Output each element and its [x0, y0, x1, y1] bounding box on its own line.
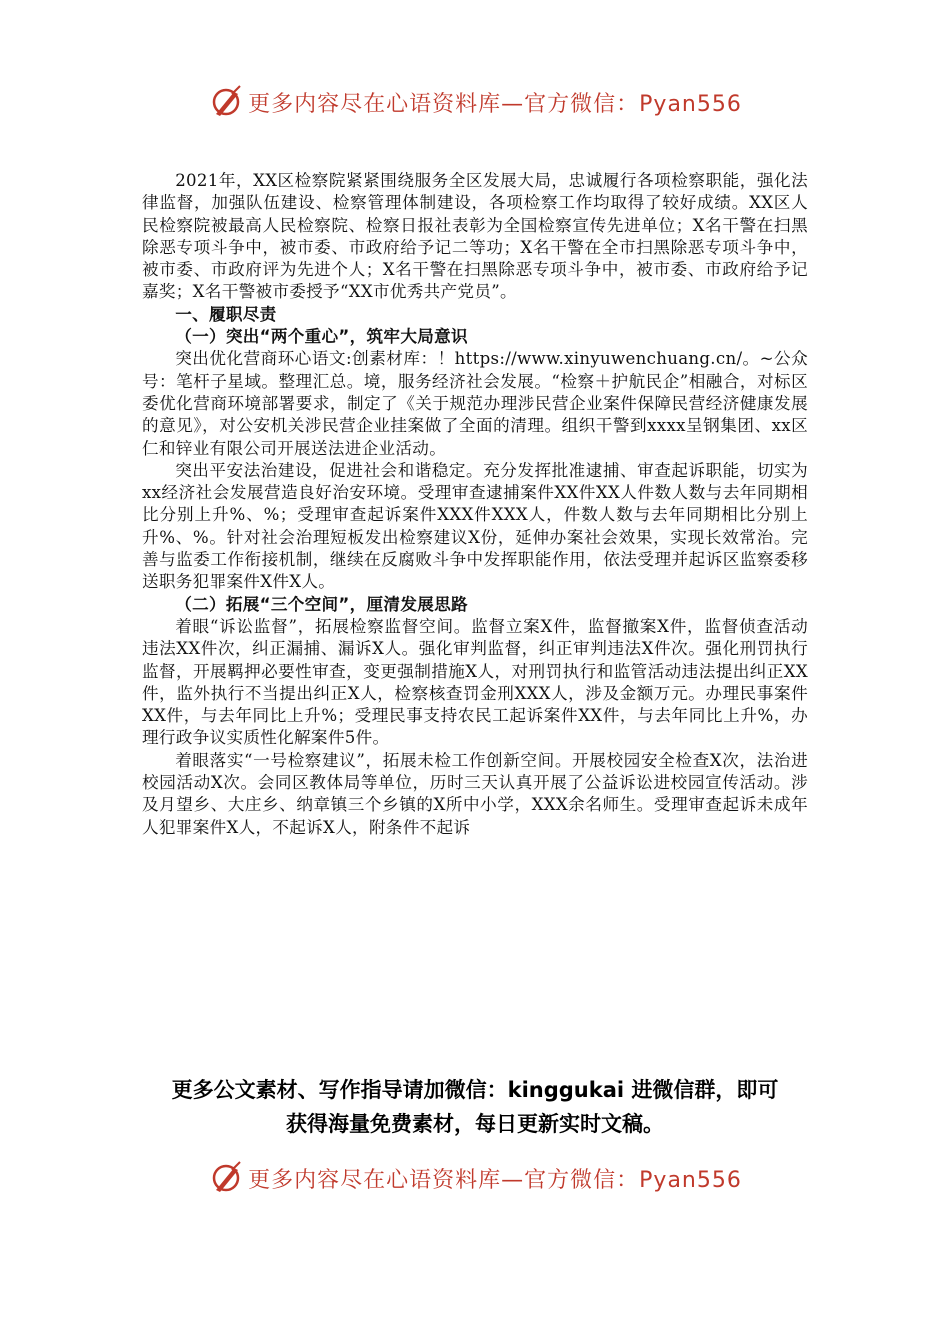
subsection-heading-2: （二）拓展“三个空间”，厘清发展思路	[175, 594, 468, 614]
footer-banner	[0, 1158, 950, 1198]
footer-banner-text: 更多内容尽在心语资料库—官方微信：Pyan556	[248, 1167, 742, 1193]
subsection-heading-1: （一）突出“两个重心”，筑牢大局意识	[175, 327, 468, 347]
paragraph: 突出平安法治建设，促进社会和谐稳定。充分发挥批准逮捕、审查起诉职能，切实为xx经济社会发展营造良好治安环境。受理审查逮捕案件XX件XX人件数人数与去年同期相比分别上升%、%；受理审查起诉案件XXX件XXX人，件数人数与去年同期相比分别上升%、%。针对社会治理短板发出检察建议X份，延伸办案社会效果，实现长效常治。完善与监委工作衔接机制，继续在反腐败斗争中发挥职能作用，依法受理并起诉区监察委移送职务犯罪案件X件X人。	[142, 460, 808, 592]
promo-line-1: 更多公文素材、写作指导请加微信：kinggukai 进微信群，即可	[171, 1078, 779, 1102]
promo-line-2: 获得海量免费素材，每日更新实时文稿。	[286, 1112, 664, 1136]
paragraph: 着眼“诉讼监督”，拓展检察监督空间。监督立案X件，监督撤案X件，监督侦查活动违法XX件次，纠正漏捕、漏诉X人。强化审判监督，纠正审判违法X件次。强化刑罚执行监督，开展羁押必要性审查，变更强制措施X人，对刑罚执行和监管活动违法提出纠正XX件，监外执行不当提出纠正X人，检察核查罚金刑XXX人，涉及金额万元。办理民事案件XX件，与去年同比上升%；受理民事支持农民工起诉案件XX件，与去年同比上升%，办理行政争议实质性化解案件5件。	[142, 616, 808, 748]
header-banner-text: 更多内容尽在心语资料库—官方微信：Pyan556	[248, 91, 742, 117]
promo-text	[100, 1073, 850, 1141]
pen-logo-icon	[208, 1160, 244, 1196]
pen-logo-icon	[208, 84, 244, 120]
document-body	[142, 170, 808, 839]
section-heading: 一、履职尽责	[175, 304, 277, 324]
header-banner	[0, 82, 950, 122]
paragraph: 突出优化营商环心语文:创素材库：！https://www.xinyuwenchuang.cn/。~公众号：笔杆子星域。整理汇总。境，服务经济社会发展。“检察＋护航民企”相融合，对标区委优化营商环境部署要求，制定了《关于规范办理涉民营企业案件保障民营经济健康发展的意见》，对公安机关涉民营企业挂案做了全面的清理。组织干警到xxxx呈钢集团、xx区仁和锌业有限公司开展送法进企业活动。	[142, 349, 808, 458]
paragraph: 着眼落实“一号检察建议”，拓展未检工作创新空间。开展校园安全检查X次，法治进校园活动X次。会同区教体局等单位，历时三天认真开展了公益诉讼进校园宣传活动。涉及月望乡、大庄乡、纳章镇三个乡镇的X所中小学，XXX余名师生。受理审查起诉未成年人犯罪案件X人，不起诉X人，附条件不起诉	[142, 750, 808, 837]
intro-paragraph: 2021年，XX区检察院紧紧围绕服务全区发展大局，忠诚履行各项检察职能，强化法律监督，加强队伍建设、检察管理体制建设，各项检察工作均取得了较好成绩。XX区人民检察院被最高人民检察院、检察日报社表彰为全国检察宣传先进单位；X名干警在扫黑除恶专项斗争中，被市委、市政府给予记二等功；X名干警在全市扫黑除恶专项斗争中，被市委、市政府评为先进个人；X名干警在扫黑除恶专项斗争中，被市委、市政府给予记嘉奖；X名干警被市委授予“XX市优秀共产党员”。	[142, 171, 808, 302]
